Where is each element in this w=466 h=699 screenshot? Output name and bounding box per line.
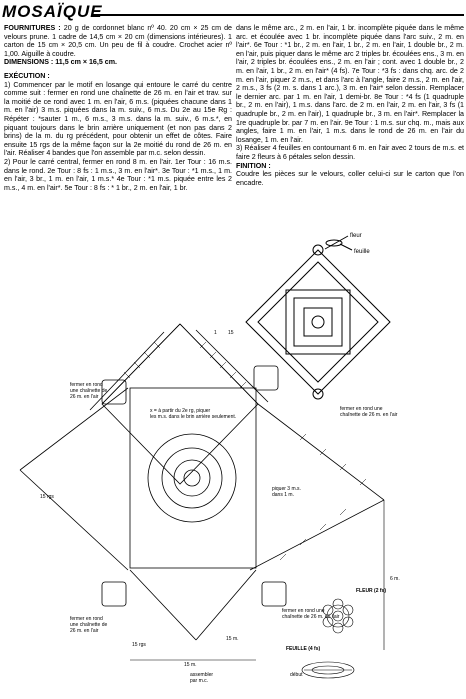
- label-piquer-2: dans 1 m.: [272, 492, 294, 498]
- label-fermer-bl-2: une chaînette de: [70, 622, 108, 628]
- main-diagram: [20, 324, 384, 640]
- label-feuille-fs: FEUILLE (4 fs): [286, 646, 321, 652]
- dimensions-text: 11,5 cm × 16,5 cm.: [55, 58, 117, 67]
- execution-heading: EXÉCUTION :: [4, 71, 50, 80]
- fournitures-text: 20 g de cordonnet blanc nº 40. 20 cm × 25 cm de velours prune. 1 cadre de 14,5 cm × 20 cm (dimensions intérieures). 1 carton de 15 cm × 20,5 cm. Un peu de fil à coudre. Crochet acier nº 1,00. Aiguille à coudre.: [4, 24, 232, 58]
- diagram-text: [40, 330, 400, 684]
- label-feuille: feuille: [354, 249, 370, 255]
- assembly-sketch: [246, 236, 390, 399]
- label-note-x-2: les m.s. dans le brin arrière seulement.: [150, 414, 237, 420]
- dimension-lines: [130, 500, 384, 660]
- finition-heading: FINITION :: [236, 161, 271, 170]
- label-fermer-br-1: fermer en rond une: [282, 608, 325, 614]
- step-1: 1) Commencer par le motif en losange qui entoure le carré du centre comme suit : fermer en rond une chaînette de 26 m. en l'air et trav. sur la moitié de ce rond avec 1 m. en l'air, 6 m.s. (piquées chacune dans 1 m. en l'air) 3 m.s. piquées dans la m. suiv., 6 m.s. Du 2e au 15e Rg : Répéter : *sauter 1 m., 6 m.s., 3 m.s. dans la m. suiv., 6 m.s.*, en piquant toujours dans le brin arrière uniquement (et non pas dans 2 brins) de la m. du rg précédent, pour obtenir un effet de côtes. Faire ensuite 15 rgs de la même façon sur la 2e moitié du rond de 26 m. en l'air. Réaliser 4 bandes que l'on assemble par m.c. selon dessin.: [4, 80, 232, 158]
- label-6m: 6 m.: [390, 576, 400, 582]
- label-fermer-bl-1: fermer en rond: [70, 616, 103, 622]
- label-15m-b: 15 m.: [226, 636, 239, 642]
- finition-text: Coudre les pièces sur le velours, coller celui-ci sur le carton que l'on encadre.: [236, 170, 464, 187]
- band-ticks: [124, 342, 366, 560]
- label-debut: début: [290, 672, 303, 678]
- fournitures-label: FOURNITURES :: [4, 24, 61, 32]
- step-2-cont: dans le même arc., 2 m. en l'air, 1 br. incomplète piquée dans le même arc. et écoulée avec 1 br. incomplète piquée dans l'arc suiv., 2 m. en l'air*. 6e Tour : *1 br., 2 m. en l'air, 1 br., 2 m. en l'air, 1 double br., 2 m. en l'air, puis piquer dans le même arc 2 triples br. écoulées ens., 3 m. en l'air, 2 triples br. écoulées ens., 2 m. en l'air ; cont. avec 1 double br., 2 m. en l'air, 1 br., 2 m. en l'air* (4 fs). 7e Tour : *3 fs : dans chq. arc. de 2 m. en l'air, piquer 2 m.s., et dans l'arc à l'angle, faire 2 m.s., 2 m. en l'air, 2 m.s., 3 fs (2 m. s. dans 1 arc.), 3 m. en l'air* selon dessin. Remplacer le dernier arc. par 1 m. en l'air, 1 demi-br. 8e Tour : *4 fs (1 quadruple br., 2 m. en l'air), 1 m.s. dans l'arc. de 2 m. en l'air, 2 m. en l'air, 3 fs (1 quadruple br., 2 m. en l'air), 1 quadruple br., 3 m. en l'air*. Remplacer la 1re quadruple br. par 7 m. en l'air. 9e Tour : 1 m.s. sur chq. m., mais aux angles, faire 1 m. en l'air, 1 m.s. dans le rond de 26 m. en l'air du losange, 1 m. en l'air.: [236, 24, 464, 144]
- dimensions-label: DIMENSIONS :: [4, 58, 54, 67]
- label-fermer-tl-1: fermer en rond: [70, 382, 103, 388]
- label-15rgs-b: 15 rgs: [132, 642, 146, 648]
- page-title: MOSAÏQUE: [2, 2, 103, 21]
- label-fermer-br-2: chaînette de 26 m. en l'air: [282, 614, 340, 620]
- label-15m-a: 15 m.: [184, 662, 197, 668]
- label-fermer-tl-3: 26 m. en l'air: [70, 394, 99, 400]
- label-fermer-tr-2: chaînette de 26 m. en l'air: [340, 412, 398, 418]
- label-note-x-1: x = à partir du 2e rg, piquer: [150, 408, 211, 414]
- label-fleur: fleur: [350, 233, 362, 239]
- label-piquer-1: piquer 3 m.s.: [272, 486, 301, 492]
- label-fermer-tl-2: une chaînette de: [70, 388, 108, 394]
- label-fermer-bl-3: 26 m. en l'air: [70, 628, 99, 634]
- label-assembler-1: assembler: [190, 672, 214, 678]
- label-rg15-a: 15: [228, 330, 234, 336]
- label-assembler-2: par m.c.: [190, 678, 209, 684]
- step-3: 3) Réaliser 4 feuilles en contournant 6 m. en l'air avec 2 tours de m.s. et faire 2 fleurs à 6 pétales selon dessin.: [236, 144, 464, 161]
- label-fermer-tr-1: fermer en rond une: [340, 406, 383, 412]
- leaf-diagram: [302, 662, 354, 678]
- label-rg1-a: 1: [214, 330, 217, 336]
- label-15rgs-a: 15 rgs: [40, 494, 54, 500]
- step-2: 2) Pour le carré central, fermer en rond 8 m. en l'air. 1er Tour : 16 m.s. dans le rond. 2e Tour : 8 fs : 1 m.s., 3 m. en l'air*. 3e Tour : *1 m.s., 1 m. en l'air, 3 br., 1 m. en l'air, 1 m.s.* 4e Tour : *1 m.s. piquée entre les 2 m.s., 4 m. en l'air*. 5e Tour : 8 fs : * 1 br., 2 m. en l'air, 1 br.: [4, 157, 232, 192]
- label-fleur-fs: FLEUR (2 fs): [356, 588, 386, 594]
